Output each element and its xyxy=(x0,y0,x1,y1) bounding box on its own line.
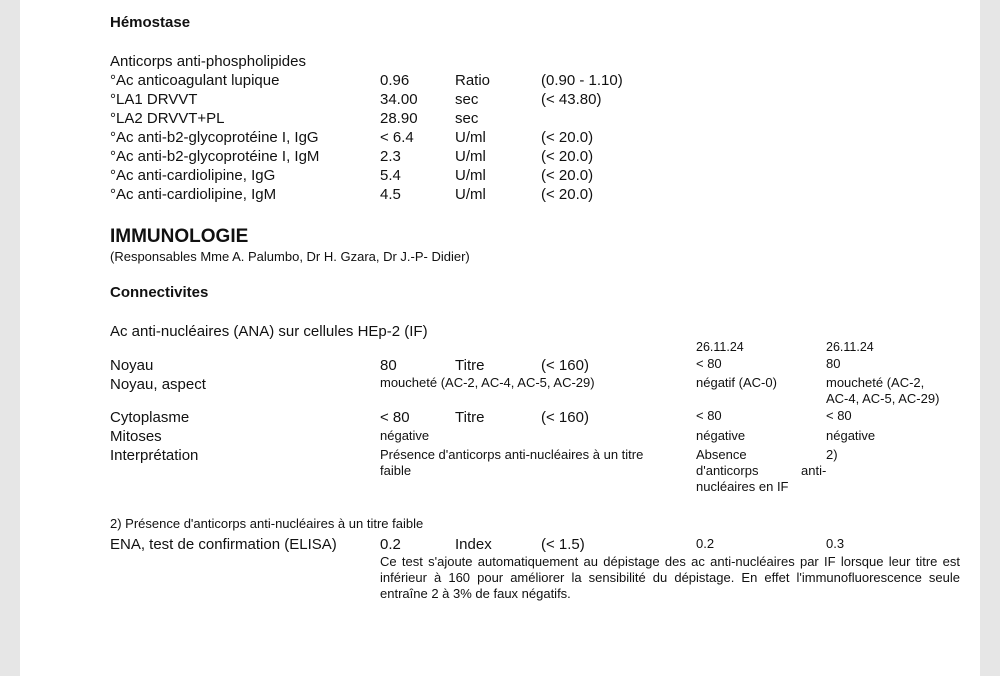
test-value: négative xyxy=(380,428,430,443)
previous-value-2: négative xyxy=(826,428,876,443)
test-name: °Ac anti-cardiolipine, IgG xyxy=(110,167,276,184)
previous-value-2-line2: AC-4, AC-5, AC-29) xyxy=(826,391,940,406)
previous-interpretation-1-line1: Absence xyxy=(696,447,747,462)
previous-interpretation-1-line3: nucléaires en IF xyxy=(696,479,789,494)
test-title-ana: Ac anti-nucléaires (ANA) sur cellules HEp-2 (IF) xyxy=(110,323,428,340)
test-name: °Ac anti-b2-glycoprotéine I, IgM xyxy=(110,148,320,165)
test-name: °Ac anti-b2-glycoprotéine I, IgG xyxy=(110,129,319,146)
previous-value-1: 0.2 xyxy=(696,536,715,551)
test-value: 80 xyxy=(380,357,397,374)
section-title-connectivites: Connectivites xyxy=(110,284,209,301)
section-title-hemostase: Hémostase xyxy=(110,14,191,31)
test-name: °LA2 DRVVT+PL xyxy=(110,110,225,127)
ena-comment: Ce test s'ajoute automatiquement au dépistage des ac anti-nucléaires par IF lorsque leur titre est inférieur à 160 pour améliorer la sensibilité du dépistage. En effet l'immunofluorescence seule entraîne 2 à 3% de faux négatifs. xyxy=(380,554,960,601)
test-unit: U/ml xyxy=(455,186,486,203)
test-ref: (< 20.0) xyxy=(541,148,594,165)
test-value: 2.3 xyxy=(380,148,401,165)
test-unit: U/ml xyxy=(455,129,486,146)
previous-date-1: 26.11.24 xyxy=(696,340,744,354)
test-name: Noyau xyxy=(110,357,154,374)
test-value: < 6.4 xyxy=(380,129,414,146)
test-ref: (0.90 - 1.10) xyxy=(541,72,623,89)
test-ref: (< 1.5) xyxy=(541,536,585,553)
test-name: Interprétation xyxy=(110,447,199,464)
test-ref: (< 20.0) xyxy=(541,186,594,203)
test-unit: Ratio xyxy=(455,72,491,89)
test-value: 28.90 xyxy=(380,110,418,127)
test-name: Cytoplasme xyxy=(110,409,190,426)
test-unit: U/ml xyxy=(455,167,486,184)
test-ref: (< 43.80) xyxy=(541,91,602,108)
test-ref: (< 20.0) xyxy=(541,167,594,184)
test-unit: sec xyxy=(455,91,479,108)
previous-value-1: < 80 xyxy=(696,356,722,371)
previous-value-2: 80 xyxy=(826,356,841,371)
test-unit: sec xyxy=(455,110,479,127)
report-page xyxy=(20,0,980,676)
previous-date-2: 26.11.24 xyxy=(826,340,874,354)
test-ref: (< 20.0) xyxy=(541,129,594,146)
previous-value-1: négatif (AC-0) xyxy=(696,375,777,390)
test-ref: (< 160) xyxy=(541,357,589,374)
subtitle-antiphospholipides: Anticorps anti-phospholipides xyxy=(110,53,306,70)
previous-value-2: < 80 xyxy=(826,408,852,423)
test-name: °LA1 DRVVT xyxy=(110,91,198,108)
test-value: moucheté (AC-2, AC-4, AC-5, AC-29) xyxy=(380,375,595,390)
test-value: 0.96 xyxy=(380,72,410,89)
test-name: Mitoses xyxy=(110,428,162,445)
previous-interpretation-1-line2a: d'anticorps xyxy=(696,463,759,478)
test-name: °Ac anti-cardiolipine, IgM xyxy=(110,186,277,203)
section-title-immunologie: IMMUNOLOGIE xyxy=(110,226,249,247)
test-value: < 80 xyxy=(380,409,410,426)
previous-value-1: < 80 xyxy=(696,408,722,423)
previous-value-2: 0.3 xyxy=(826,536,845,551)
previous-interpretation-1-line2b: anti- xyxy=(801,463,827,478)
test-value: 5.4 xyxy=(380,167,401,184)
interpretation-line1: Présence d'anticorps anti-nucléaires à un titre xyxy=(380,447,644,462)
test-name: ENA, test de confirmation (ELISA) xyxy=(110,536,337,553)
test-unit: Titre xyxy=(455,357,485,374)
interpretation-line2: faible xyxy=(380,463,412,478)
test-ref: (< 160) xyxy=(541,409,589,426)
responsables-line: (Responsables Mme A. Palumbo, Dr H. Gzara, Dr J.-P- Didier) xyxy=(110,249,470,264)
test-value: 4.5 xyxy=(380,186,401,203)
test-value: 0.2 xyxy=(380,536,401,553)
test-name: °Ac anticoagulant lupique xyxy=(110,72,280,89)
test-unit: U/ml xyxy=(455,148,486,165)
previous-value-1: négative xyxy=(696,428,746,443)
test-unit: Index xyxy=(455,536,492,553)
previous-value-2-line1: moucheté (AC-2, xyxy=(826,375,925,390)
test-name: Noyau, aspect xyxy=(110,376,206,393)
test-unit: Titre xyxy=(455,409,485,426)
footnote: 2) Présence d'anticorps anti-nucléaires à un titre faible xyxy=(110,516,424,531)
previous-interpretation-2: 2) xyxy=(826,447,838,462)
test-value: 34.00 xyxy=(380,91,418,108)
